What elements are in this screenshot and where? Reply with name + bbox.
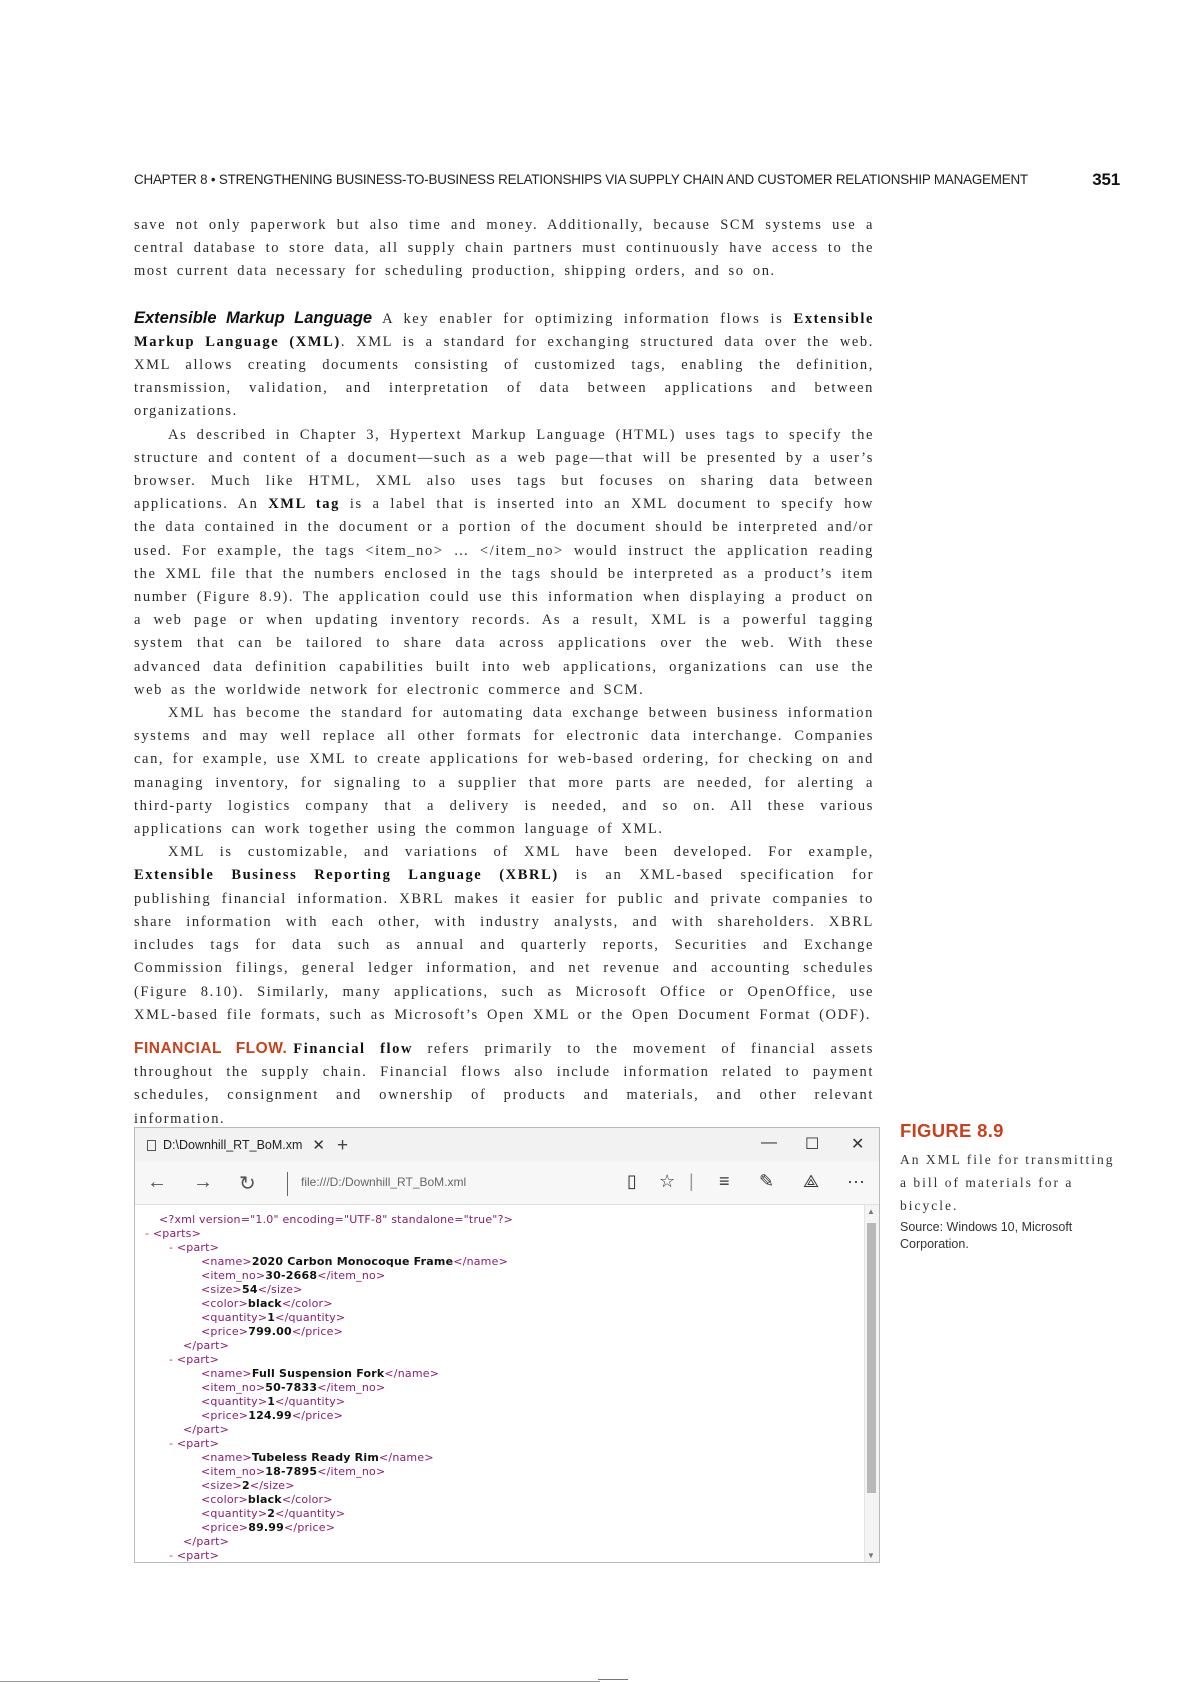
xml-parts-open[interactable]: - <parts> bbox=[145, 1227, 201, 1240]
reading-view-icon[interactable]: ▯ bbox=[627, 1171, 637, 1191]
part-color: black bbox=[247, 1493, 282, 1506]
part-size: 2 bbox=[241, 1479, 250, 1492]
part-color: black bbox=[247, 1297, 282, 1310]
tab-bar bbox=[135, 1128, 879, 1162]
header-bullet: • bbox=[210, 172, 216, 187]
p5-keyword: Extensible Business Reporting Language (XBRL) bbox=[134, 867, 559, 884]
xml-part-close: </part> bbox=[183, 1339, 230, 1352]
part-price: 124.99 bbox=[248, 1409, 292, 1422]
xml-line: <color>black</color> bbox=[201, 1493, 333, 1506]
p6-text: refers primarily to the movement of financial assets throughout the supply chain. Financial flows also include information related to payment schedules, consignment and ownership of products and materials, and other relevant information. bbox=[134, 1040, 874, 1127]
part-quantity: 2 bbox=[267, 1507, 276, 1520]
xml-line: <name>2020 Carbon Monocoque Frame</name> bbox=[201, 1255, 508, 1268]
paragraph-4: XML has become the standard for automating data exchange between business information systems and may well replace all other formats for electronic data interchange. Companies can, for example, use XML to create applications for web-based ordering, for checking on and managing inventory, for signaling to a supplier that more parts are needed, for alerting a third-party logistics company that a delivery is needed, and so on. All these various applications can work together using the common language of XML. bbox=[134, 705, 874, 838]
p3-text-a: As described in Chapter 3, Hypertext Markup Language (HTML) uses tags to specify the structure and content of a document—such as a web page—that will be presented by a user’s browser. Much like HTML, XML also uses tags but focuses on sharing data between applications. An bbox=[134, 426, 874, 513]
page-number: 351 bbox=[1092, 170, 1120, 189]
figure-label: FIGURE 8.9 bbox=[900, 1120, 1004, 1141]
paragraph-1: save not only paperwork but also time and money. Additionally, because SCM systems use a central database to store data, all supply chain partners must continuously have access to the most current data necessary for scheduling production, shipping orders, and so on. bbox=[134, 217, 874, 280]
p2-keyword: Extensible Markup Language (XML) bbox=[134, 310, 874, 350]
p5-text-a: XML is customizable, and variations of XML have been developed. For example, bbox=[168, 844, 874, 861]
scroll-down-icon[interactable]: ▼ bbox=[867, 1551, 875, 1560]
paragraph-5 bbox=[134, 841, 874, 1027]
address-separator bbox=[287, 1172, 288, 1196]
figure-caption bbox=[900, 1120, 1120, 1253]
xml-part-close: </part> bbox=[183, 1535, 230, 1548]
paragraph-3 bbox=[134, 424, 874, 702]
maximize-button[interactable]: ☐ bbox=[805, 1136, 820, 1153]
xml-part-open[interactable]: - <part> bbox=[169, 1353, 220, 1366]
body-text bbox=[134, 214, 874, 1131]
tab-title: D:\Downhill_RT_BoM.xm bbox=[163, 1138, 303, 1152]
xml-line: <color>black</color> bbox=[201, 1297, 333, 1310]
scroll-thumb[interactable] bbox=[867, 1223, 876, 1493]
part-price: 799.00 bbox=[248, 1325, 292, 1338]
part-name: Tubeless Ready Rim bbox=[251, 1451, 379, 1464]
figure-source: Source: Windows 10, Microsoft Corporation. bbox=[900, 1220, 1073, 1251]
running-head bbox=[134, 172, 1120, 187]
p3-text-b: is a label that is inserted into an XML document to specify how the data contained in the document or a portion of the document should be interpreted and/or used. For example, the tags <item_no> … </item_no> would instruct the application reading the XML file that the numbers enclosed in the tags should be interpreted as a product’s item number (Figure 8.9). The application could use this information when displaying a product on a web page or when updating inventory records. As a result, XML is a powerful tagging system that can be tailored to share data across applications over the web. With these advanced data definition capabilities built into web applications, organizations can use the web as the worldwide network for electronic commerce and SCM. bbox=[134, 496, 874, 698]
financial-heading: FINANCIAL FLOW. bbox=[134, 1039, 288, 1057]
close-window-button[interactable]: ✕ bbox=[851, 1136, 865, 1153]
part-quantity: 1 bbox=[267, 1395, 276, 1408]
xml-line: <price>89.99</price> bbox=[201, 1521, 336, 1534]
minimize-button[interactable]: — bbox=[761, 1134, 777, 1151]
xml-part-close: </part> bbox=[183, 1423, 230, 1436]
xml-line: <size>2</size> bbox=[201, 1479, 295, 1492]
footer-rule bbox=[0, 1681, 600, 1682]
part-price: 89.99 bbox=[248, 1521, 285, 1534]
xml-declaration bbox=[159, 1213, 513, 1227]
browser-window bbox=[134, 1127, 880, 1563]
toolbar-separator: | bbox=[689, 1171, 694, 1191]
more-options-icon[interactable]: ··· bbox=[847, 1171, 865, 1191]
part-quantity: 1 bbox=[267, 1311, 276, 1324]
p2-text-b: . XML is a standard for exchanging structured data over the web. XML allows creating documents consisting of customized tags, enabling the definition, transmission, validation, and interpretation of data between applications and between organizations. bbox=[134, 333, 875, 420]
xml-line: <quantity>1</quantity> bbox=[201, 1311, 346, 1324]
figure-caption-text: An XML file for transmitting a bill of materials for a bicycle. bbox=[900, 1152, 1115, 1213]
p2-text-a: A key enabler for optimizing information flows is bbox=[382, 310, 784, 327]
back-arrow-icon[interactable]: ← bbox=[147, 1171, 167, 1193]
part-item-no: 30-2668 bbox=[265, 1269, 318, 1282]
part-item-no: 18-7895 bbox=[265, 1465, 318, 1478]
chapter-label: CHAPTER 8 bbox=[134, 172, 208, 187]
xml-part-open[interactable]: - <part> bbox=[169, 1437, 220, 1450]
favorite-star-icon[interactable]: ☆ bbox=[659, 1171, 676, 1191]
share-icon[interactable]: ⟁ bbox=[803, 1171, 820, 1191]
p6-keyword: Financial flow bbox=[293, 1040, 414, 1057]
xml-line: <name>Full Suspension Fork</name> bbox=[201, 1367, 440, 1380]
xml-part-open[interactable]: - <part> bbox=[169, 1549, 220, 1562]
paragraph-financial bbox=[134, 1037, 874, 1131]
xml-line: <item_no>50-7833</item_no> bbox=[201, 1381, 386, 1394]
paragraph-xml bbox=[134, 307, 874, 424]
xml-line: <item_no>18-7895</item_no> bbox=[201, 1465, 386, 1478]
xml-line: <price>124.99</price> bbox=[201, 1409, 343, 1422]
browser-tab[interactable] bbox=[135, 1128, 325, 1162]
new-tab-button[interactable]: + bbox=[337, 1135, 349, 1156]
xml-part-open[interactable]: - <part> bbox=[169, 1241, 220, 1254]
xml-line: <quantity>2</quantity> bbox=[201, 1507, 346, 1520]
p3-keyword: XML tag bbox=[268, 496, 341, 513]
chapter-title: STRENGTHENING BUSINESS-TO-BUSINESS RELATIONSHIPS VIA SUPPLY CHAIN AND CUSTOMER RELATIONSHIP MANAGEMENT bbox=[218, 172, 1028, 187]
xml-line: <size>54</size> bbox=[201, 1283, 303, 1296]
xml-heading: Extensible Markup Language bbox=[134, 308, 373, 327]
close-tab-icon[interactable]: ✕ bbox=[312, 1137, 325, 1154]
xml-line: <item_no>30-2668</item_no> bbox=[201, 1269, 386, 1282]
page-icon bbox=[147, 1140, 156, 1151]
p5-text-b: is an XML-based specification for publishing financial information. XBRL makes it easier for public and private companies to share information with each other, with industry analysts, and with shareholders. XBRL includes tags for data such as annual and quarterly reports, Securities and Exchange Commission filings, general ledger information, and net revenue and accounting schedules (Figure 8.10). Similarly, many applications, such as Microsoft Office or OpenOffice, use XML-based file formats, such as Microsoft’s Open XML or the Open Document Format (ODF). bbox=[134, 867, 874, 1023]
xml-line: <price>799.00</price> bbox=[201, 1325, 343, 1338]
xml-line: <name>Tubeless Ready Rim</name> bbox=[201, 1451, 434, 1464]
address-bar-row bbox=[135, 1162, 879, 1205]
web-note-icon[interactable]: ✎ bbox=[759, 1171, 775, 1191]
part-size: 54 bbox=[241, 1283, 258, 1296]
part-item-no: 50-7833 bbox=[265, 1381, 318, 1394]
hub-icon[interactable]: ≡ bbox=[719, 1171, 730, 1191]
address-input[interactable]: file:///D:/Downhill_RT_BoM.xml bbox=[301, 1175, 467, 1189]
refresh-icon[interactable]: ↻ bbox=[239, 1173, 256, 1195]
footer-rule-mark bbox=[598, 1679, 628, 1680]
scroll-up-icon[interactable]: ▲ bbox=[867, 1207, 875, 1216]
xml-content bbox=[135, 1205, 861, 1562]
vertical-scrollbar[interactable] bbox=[864, 1205, 879, 1562]
part-name: Full Suspension Fork bbox=[251, 1367, 385, 1380]
part-name: 2020 Carbon Monocoque Frame bbox=[251, 1255, 454, 1268]
forward-arrow-icon[interactable]: → bbox=[193, 1171, 213, 1193]
xml-line: <quantity>1</quantity> bbox=[201, 1395, 346, 1408]
xml-declaration-text: <?xml version="1.0" encoding="UTF-8" standalone="true"?> bbox=[159, 1213, 514, 1226]
